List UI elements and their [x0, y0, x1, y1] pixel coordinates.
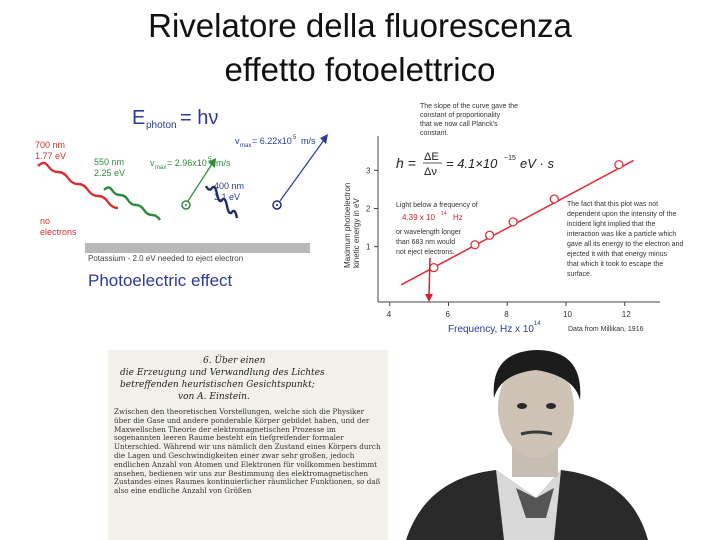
vmax-blue: v: [235, 136, 240, 146]
vmax-blue-exp: 5: [293, 135, 297, 141]
einstein-paper-excerpt: [108, 350, 388, 540]
formula-h: h =: [396, 155, 416, 171]
vmax-green-exp: 5: [208, 157, 212, 163]
einstein-portrait: [386, 348, 720, 540]
formula-den: Δν: [424, 166, 437, 178]
data-source: Data from Millikan, 1916: [568, 326, 644, 333]
vmax-green: v: [150, 158, 155, 168]
threshold-arrow: [429, 258, 430, 296]
slide-title: [0, 4, 720, 92]
paper-body: Zwischen den theoretischen Vorstellungen, welche sich die Physiker über die Gase und andere ponderable Körper gebildet haben, und der Maxwellschen Theorie der elektromagnetischen Prozesse im sogenannten leeren Raume besteht ein tiefgreifender formaler Unterschied. Während wir uns nämlich den Zustand eines Körpers durch die Lagen und Geschwindigkeiten einer zwar sehr großen, jedoch endlichen Anzahl von Atomen und Elektronen für vollkommen bestimmt ansehen, bedienen wir uns zur Bestimmung des elektromagnetischen Zustandes eines Raumes kontinuierlicher räumlicher Funktionen, so daß also eine endliche Anzahl von Größen: [114, 407, 381, 496]
title-line-2: effetto fotoelettrico: [224, 51, 496, 88]
portrait-eye-right: [546, 403, 556, 409]
ephoton-label: E: [132, 107, 146, 129]
x-tick-label: 8: [504, 310, 509, 319]
formula-exp: −15: [504, 155, 516, 162]
title-line-1: Rivelatore della fluorescenza: [148, 7, 572, 44]
paper-heading-1: 6. Über einen: [203, 356, 266, 366]
millikan-graph: [338, 96, 720, 341]
data-point: [550, 195, 558, 203]
vmax-green-sub: max: [155, 165, 167, 171]
blue-arrowhead: [320, 134, 328, 144]
slope-note-1: The slope of the curve gave the: [420, 103, 519, 110]
vmax-blue-unit: m/s: [301, 136, 316, 146]
x-axis-title-exp: 14: [534, 321, 541, 327]
photoelectric-diagram: [30, 98, 360, 298]
data-point: [471, 241, 479, 249]
fact-note-6: ejected it with that energy minus: [567, 251, 667, 258]
y-tick-label: 1: [366, 242, 371, 252]
below-note-2: or wavelength longer: [396, 229, 461, 236]
vmax-green-unit: m/s: [216, 158, 231, 168]
y-axis-title-2: kinetic energy in eV: [352, 198, 361, 268]
below-value: 4.39 x 10: [402, 213, 435, 222]
formula-value: = 4.1×10: [446, 156, 498, 171]
green-photon-wave: [104, 188, 160, 221]
energy-700: 1.77 eV: [35, 151, 67, 161]
no-electrons-2: electrons: [40, 227, 77, 237]
data-point: [486, 231, 494, 239]
data-point: [615, 161, 623, 169]
green-electron-path: [188, 164, 212, 201]
fact-note-2: dependent upon the intensity of the: [567, 211, 677, 218]
paper-heading-2: die Erzeugung und Verwandlung des Lichtes: [120, 368, 325, 378]
x-axis-title: Frequency, Hz x 10: [448, 324, 534, 335]
ephoton-sub: photon: [146, 120, 177, 131]
wavelength-400: 400 nm: [214, 181, 245, 191]
fact-note-3: incident light implied that the: [567, 221, 656, 228]
ephoton-equation: = hν: [180, 107, 219, 129]
vmax-green-value: = 2.96x10: [167, 158, 207, 168]
y-axis-title-1: Maximum photoelectron: [343, 182, 352, 268]
blue-electron-dot: [276, 204, 278, 206]
data-point: [509, 218, 517, 226]
slope-note-4: constant.: [420, 130, 449, 137]
data-point: [430, 264, 438, 272]
vmax-blue-value: = 6.22x10: [252, 136, 292, 146]
fact-note-5: gave all its energy to the electron and: [567, 241, 684, 248]
fact-note-8: surface.: [567, 271, 592, 278]
paper-heading-3: betreffenden heuristischen Gesichtspunkt;: [120, 380, 315, 390]
wavelength-550: 550 nm: [94, 157, 125, 167]
portrait-eye-left: [517, 403, 527, 409]
x-tick-label: 10: [563, 310, 572, 319]
no-electrons-1: no: [40, 216, 51, 226]
y-tick-label: 2: [366, 204, 371, 214]
paper-heading-4: von A. Einstein.: [178, 392, 250, 402]
green-electron-dot: [185, 204, 187, 206]
x-tick-label: 6: [445, 310, 450, 319]
threshold-arrowhead: [425, 294, 433, 302]
below-note-4: not eject electrons.: [396, 249, 455, 256]
formula-unit: eV · s: [520, 156, 554, 171]
wavelength-700: 700 nm: [35, 140, 66, 150]
energy-400: 3.1 eV: [214, 192, 241, 202]
energy-550: 2.25 eV: [94, 168, 126, 178]
x-tick-label: 4: [386, 310, 392, 319]
below-unit: Hz: [453, 213, 463, 222]
blue-electron-path: [280, 140, 324, 201]
below-note-1: Light below a frequency of: [396, 202, 478, 209]
y-axis-title: [343, 183, 361, 268]
potassium-plate: [85, 243, 310, 253]
x-tick-label: 12: [621, 310, 631, 319]
fact-note-7: that which it took to escape the: [567, 261, 664, 268]
slope-note-3: that we now call Planck's: [420, 121, 498, 128]
vmax-blue-sub: max: [240, 143, 252, 149]
fact-note-1: The fact that this plot was not: [567, 201, 659, 208]
potassium-label: Potassium - 2.0 eV needed to eject electron: [88, 254, 244, 263]
formula-num: ΔE: [424, 151, 439, 163]
diagram-caption: Photoelectric effect: [88, 271, 233, 290]
slope-note-2: constant of proportionality: [420, 112, 501, 119]
y-tick-label: 3: [366, 166, 371, 176]
fact-note-4: interaction was like a particle which: [567, 231, 677, 238]
below-note-3: than 683 nm would: [396, 239, 456, 246]
below-exp: 14: [441, 211, 447, 217]
